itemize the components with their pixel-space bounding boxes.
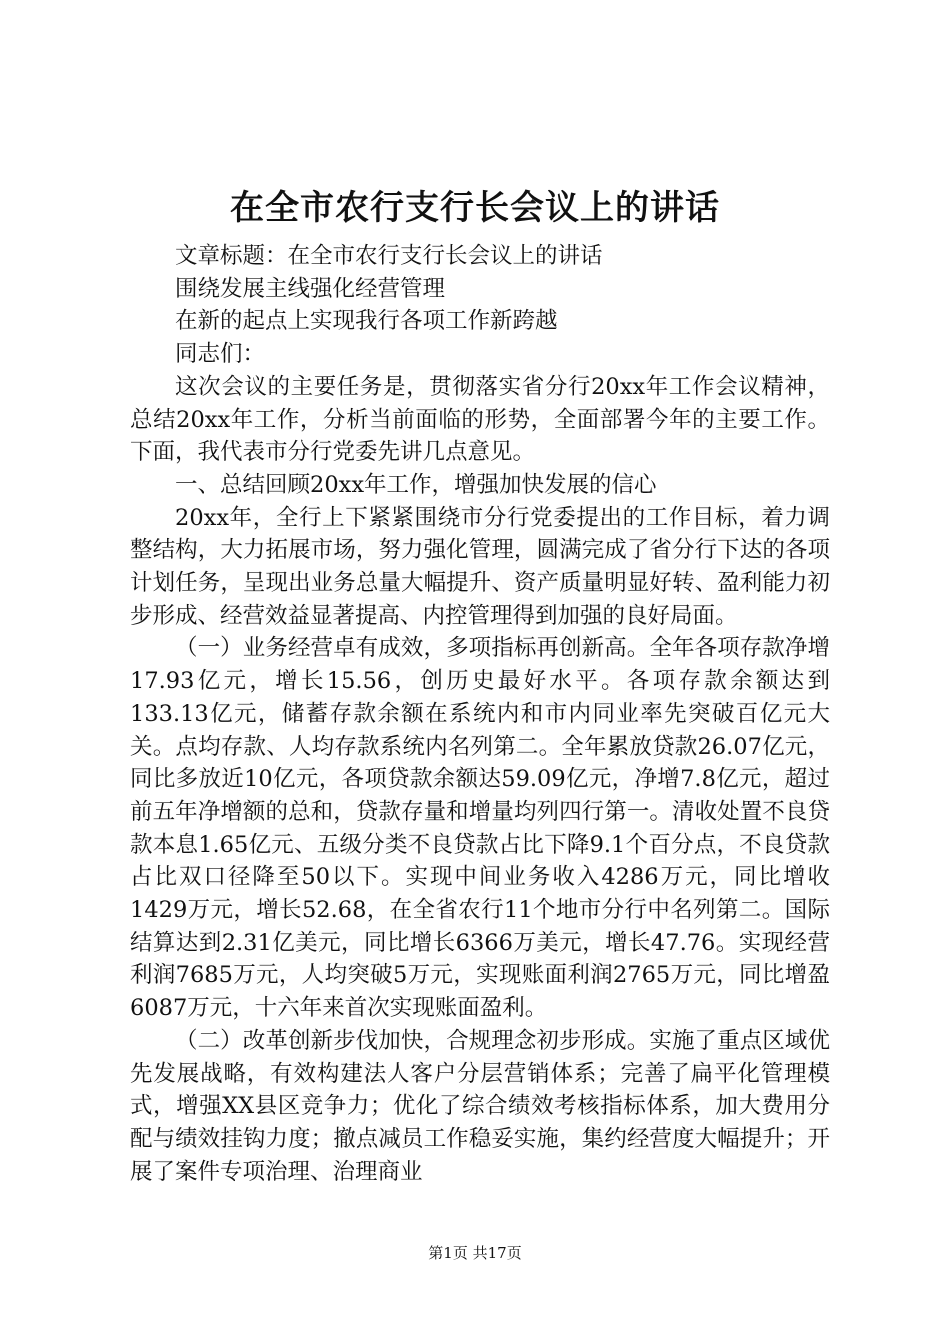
salutation: 同志们： (175, 341, 266, 368)
document-body (130, 240, 830, 1188)
section-heading-1: 一、总结回顾20xx年工作，增强加快发展的信心 (175, 471, 657, 498)
article-title-line: 文章标题：在全市农行支行长会议上的讲话 (175, 243, 603, 269)
document-title: 在全市农行支行长会议上的讲话 (230, 188, 720, 228)
subtitle-line-1: 围绕发展主线强化经营管理 (175, 275, 446, 302)
paragraph-summary: 20xx年，全行上下紧紧围绕市分行党委提出的工作目标，着力调整结构，大力拓展市场，努力强化管理，圆满完成了省分行下达的各项计划任务，呈现出业务总量大幅提升、资产质量明显好转、盈利能力初步形成、经营效益显著提高、内控管理得到加强的良好局面。 (130, 504, 830, 629)
paragraph-business: （一）业务经营卓有成效，多项指标再创新高。全年各项存款净增17.93亿元，增长15.56，创历史最好水平。各项存款余额达到133.13亿元，储蓄存款余额在系统内和市内同业率先突破百亿元大关。点均存款、人均存款系统内名列第二。全年累放贷款26.07亿元，同比多放近10亿元，各项贷款余额达59.09亿元，净增7.8亿元，超过前五年净增额的总和，贷款存量和增量均列四行第一。清收处置不良贷款本息1.65亿元、五级分类不良贷款占比下降9.1个百分点，不良贷款占比双口径降至50以下。实现中间业务收入4286万元，同比增收1429万元，增长52.68，在全省农行11个地市分行中名列第二。国际结算达到2.31亿美元，同比增长6366万美元，增长47.76。实现经营利润7685万元，人均突破5万元，实现账面利润2765万元，同比增盈6087万元，十六年来首次实现账面盈利。 (130, 635, 830, 1022)
page-footer: 第1页 共17页 (428, 1244, 522, 1262)
paragraph-reform: （二）改革创新步伐加快，合规理念初步形成。实施了重点区域优先发展战略，有效构建法人客户分层营销体系；完善了扁平化管理模式，增强XX县区竞争力；优化了综合绩效考核指标体系，加大费用分配与绩效挂钩力度；撤点减员工作稳妥实施，集约经营度大幅提升；开展了案件专项治理、治理商业 (130, 1027, 830, 1185)
paragraph-intro: 这次会议的主要任务是，贯彻落实省分行20xx年工作会议精神，总结20xx年工作，分析当前面临的形势，全面部署今年的主要工作。下面，我代表市分行党委先讲几点意见。 (130, 373, 830, 466)
subtitle-line-2: 在新的起点上实现我行各项工作新跨越 (175, 308, 558, 335)
